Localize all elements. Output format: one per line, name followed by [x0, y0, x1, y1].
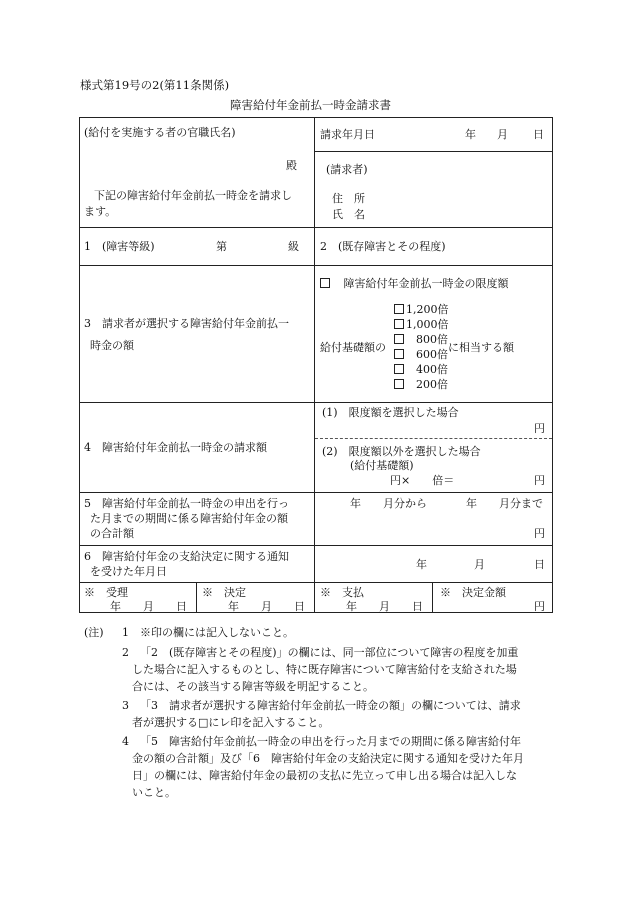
request-date-label: 請求年月日: [320, 128, 375, 141]
multiple-option-400[interactable]: [394, 364, 448, 375]
multiple-label: 1,200倍: [406, 303, 449, 316]
note-4-line4: いこと。: [132, 786, 176, 799]
multiple-label: 800倍: [416, 333, 448, 346]
office-paid-date: 年 月 日: [346, 600, 423, 613]
limit-option-label: 障害給付年金前払一時金の限度額: [343, 277, 509, 290]
calculation-formula: 円× 倍＝: [390, 474, 455, 487]
period-to: 年 月分まで: [466, 497, 543, 510]
pension-total-label-line2: た月までの期間に係る障害給付年金の額: [90, 512, 288, 525]
grade-suffix: 級: [288, 240, 299, 253]
note-4-line2: 金の額の合計額」及び「6 障害給付年金の支給決定に関する通知を受けた年月: [132, 752, 524, 765]
pension-total-label-line1: 5 障害給付年金前払一時金の申出を行っ: [84, 497, 289, 510]
request-text-line2: ます。: [84, 205, 117, 218]
request-date-year: 年: [465, 128, 476, 141]
multiple-option-600[interactable]: [394, 349, 448, 360]
note-1-number: 1: [122, 626, 129, 639]
office-decided-date: 年 月 日: [228, 600, 305, 613]
official-name-label: (給付を実施する者の官職氏名): [84, 126, 236, 139]
notice-date-month: 月: [474, 558, 485, 571]
limit-checkbox[interactable]: [320, 278, 330, 288]
multiple-option-1000[interactable]: [394, 319, 449, 330]
office-received-label: ※ 受理: [84, 586, 128, 599]
selected-amount-label-line2: 時金の額: [90, 339, 134, 352]
note-4-line1: 「5 障害給付年金前払一時金の申出を行った月までの期間に係る障害給付年: [140, 735, 521, 748]
multiple-option-1200[interactable]: [394, 304, 449, 315]
notice-date-day: 日: [534, 558, 545, 571]
multiple-label: 600倍: [416, 348, 448, 361]
grade-prefix: 第: [216, 240, 227, 253]
other-case-label: (2) 限度額以外を選択した場合: [322, 445, 481, 458]
selected-amount-label-line1: 3 請求者が選択する障害給付年金前払一: [84, 317, 289, 330]
note-3-number: 3: [122, 699, 129, 712]
note-4-number: 4: [122, 735, 129, 748]
name-label: 氏 名: [332, 208, 365, 221]
form-title: 障害給付年金前払一時金請求書: [230, 98, 391, 112]
note-2-line3: 合には、その該当する障害等級を明記すること。: [132, 680, 374, 693]
checkbox[interactable]: [394, 334, 404, 344]
request-text-line1: 下記の障害給付年金前払一時金を請求し: [94, 189, 292, 202]
multiple-option-800[interactable]: [394, 334, 448, 345]
checkbox[interactable]: [394, 349, 404, 359]
office-decided-label: ※ 決定: [202, 586, 246, 599]
other-case-yen: 円: [534, 474, 545, 487]
note-3-line1: 「3 請求者が選択する障害給付年金前払一時金の額」の欄については、請求: [140, 699, 521, 712]
honorific: 殿: [286, 159, 297, 172]
office-amount-label: ※ 決定金額: [440, 586, 506, 599]
note-4-line3: 日」の欄には、障害給付年金の最初の支払に先立って申し出る場合は記入しな: [132, 769, 517, 782]
limit-case-label: (1) 限度額を選択した場合: [322, 406, 459, 419]
request-date-day: 日: [533, 128, 544, 141]
option-divider-dashed: [315, 438, 552, 439]
office-paid-label: ※ 支払: [320, 586, 364, 599]
note-2-line1: 「2 (既存障害とその程度)」の欄には、同一部位について障害の程度を加重: [140, 646, 519, 659]
address-label: 住 所: [332, 192, 365, 205]
base-amount-sub-label: (給付基礎額): [350, 459, 414, 472]
limit-option[interactable]: [320, 278, 509, 289]
limit-case-yen: 円: [534, 422, 545, 435]
office-received-date: 年 月 日: [110, 600, 187, 613]
grade-label: 1 (障害等級): [84, 240, 155, 253]
requested-amount-label: 4 障害給付年金前払一時金の請求額: [84, 441, 267, 454]
base-amount-suffix: に相当する額: [448, 341, 514, 354]
request-date-month: 月: [497, 128, 508, 141]
note-2-number: 2: [122, 646, 129, 659]
form-number: 様式第19号の2(第11条関係): [80, 78, 230, 92]
checkbox[interactable]: [394, 304, 404, 314]
note-2-line2: した場合に記入するものとし、特に既存障害について障害給付を支給された場: [132, 663, 517, 676]
note-1-text: ※印の欄には記入しないこと。: [140, 626, 294, 639]
note-3-line2: 者が選択する□にレ印を記入すること。: [132, 716, 330, 729]
pension-total-yen: 円: [534, 527, 545, 540]
checkbox[interactable]: [394, 364, 404, 374]
notice-date-year: 年: [416, 558, 427, 571]
multiple-label: 400倍: [416, 363, 448, 376]
period-from: 年 月分から: [350, 497, 427, 510]
existing-disability-label: 2 (既存障害とその程度): [320, 240, 446, 253]
notice-date-label-line1: 6 障害給付年金の支給決定に関する通知: [84, 550, 289, 563]
checkbox[interactable]: [394, 319, 404, 329]
base-amount-label: 給付基礎額の: [320, 341, 386, 354]
office-amount-yen: 円: [534, 600, 545, 613]
multiple-label: 1,000倍: [406, 318, 449, 331]
notes-prefix: (注): [84, 626, 104, 639]
pension-total-label-line3: の合計額: [90, 527, 134, 540]
claimant-label: (請求者): [326, 163, 368, 176]
checkbox[interactable]: [394, 379, 404, 389]
multiple-option-200[interactable]: [394, 379, 448, 390]
notice-date-label-line2: を受けた年月日: [90, 565, 167, 578]
multiple-label: 200倍: [416, 378, 448, 391]
